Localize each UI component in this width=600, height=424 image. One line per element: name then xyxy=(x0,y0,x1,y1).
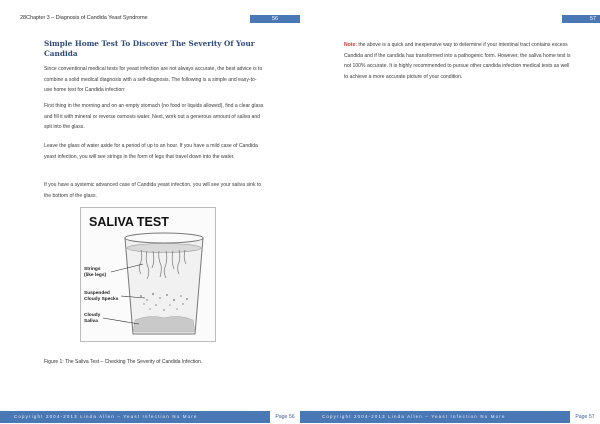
label-specks: Suspended xyxy=(84,291,110,296)
paragraph-systemic: If you have a systemic advanced case of Candida yeast infection, you will see your saliva sink to the bottom of the glass. xyxy=(44,182,262,199)
header-page-number: 56 xyxy=(250,15,300,23)
footer-page-number: Page 57 xyxy=(570,411,600,423)
footer-copyright: Copyright 2004-2013 Linda Allen – Yeast Infection No More xyxy=(14,414,198,419)
paragraph-intro: Since conventional medical tests for yeast infection are not always accurate, the best advice is to combine a solid medical diagnosis with a self-diagnosis. The following is a simple and easy-to-use home test for Candida infection: xyxy=(44,66,263,94)
note-label: Note: xyxy=(344,42,358,48)
saliva-glass-illustration xyxy=(81,208,215,341)
label-saliva-sub: Saliva xyxy=(84,319,98,324)
label-specks-sub: Cloudy Specks xyxy=(84,297,119,302)
section-title: Simple Home Test To Discover The Severity Of Your Candida xyxy=(44,39,255,58)
footer-page-number: Page 56 xyxy=(270,411,300,423)
note-paragraph xyxy=(344,40,574,82)
saliva-test-figure xyxy=(80,207,216,342)
footer-copyright: Copyright 2004-2013 Linda Allen – Yeast Infection No More xyxy=(322,414,506,419)
footer-bar xyxy=(300,411,600,423)
header-page-number: 57 xyxy=(562,15,600,23)
paragraph-mild: Leave the glass of water aside for a period of up to an hour. If you have a mild case of Candida yeast infection, you will see strings in the form of legs that travel down into the water. xyxy=(44,143,258,160)
footer-bar xyxy=(0,411,300,423)
right-page xyxy=(300,0,600,424)
label-strings: Strings xyxy=(84,267,101,272)
paragraph-morning: First thing in the morning and on an empty stomach (no food or liquids allowed), find a clear glass and fill it with mineral or reverse osmosis water. Next, work out a generous amount of saliva and spit into the glass. xyxy=(44,103,264,131)
figure-caption: Figure 1: The Saliva Test – Checking The Severity of Candida Infection. xyxy=(44,359,203,365)
label-saliva: Cloudy xyxy=(84,313,101,318)
figure-title: SALIVA TEST xyxy=(89,215,169,229)
chapter-header: 28Chapter 3 – Diagnosis of Candida Yeast Syndrome xyxy=(20,15,148,21)
label-strings-sub: (like legs) xyxy=(84,273,107,278)
note-text: the above is a quick and inexpensive way to determine if your intestinal tract contains excess Candida and if the candida has transformed into a pathogenic form. However, the saliva home test is not 100% accurate. It is highly recommended to pursue other candida infection medical tests as well to achieve a more accurate picture of your condition. xyxy=(344,42,571,80)
